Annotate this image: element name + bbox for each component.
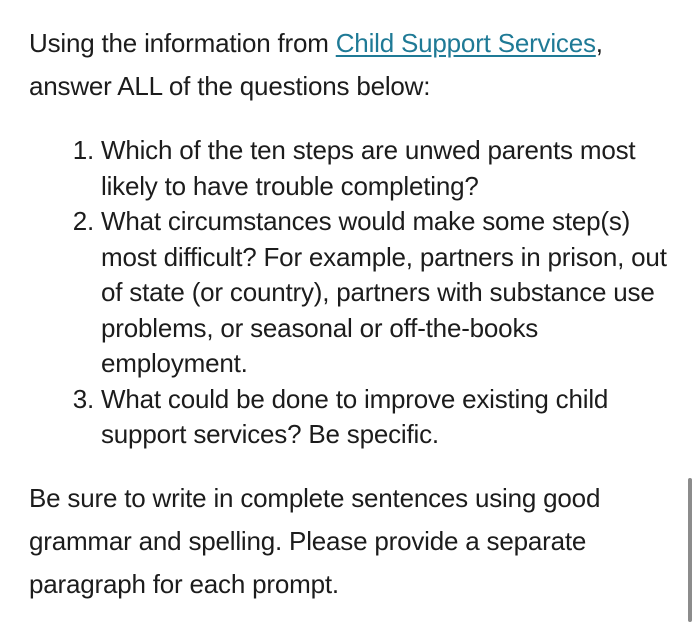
question-item: 2. What circumstances would make some step(s) most difficult? For example, partners in prison, out of state (or country), partners with substance use problems, or seasonal or off-the-books employment. bbox=[101, 204, 669, 382]
intro-paragraph bbox=[29, 22, 669, 108]
assignment-content bbox=[29, 22, 669, 606]
intro-prefix: Using the information from bbox=[29, 28, 336, 58]
vertical-scrollbar[interactable] bbox=[688, 478, 692, 622]
question-item: 1. Which of the ten steps are unwed parents most likely to have trouble completing? bbox=[101, 133, 669, 204]
intro-suffix: , answer ALL of the questions below: bbox=[29, 28, 603, 101]
questions-list bbox=[29, 133, 669, 453]
closing-paragraph: Be sure to write in complete sentences using good grammar and spelling. Please provide a separate paragraph for each prompt. bbox=[29, 482, 601, 599]
child-support-services-link[interactable]: Child Support Services bbox=[335, 28, 596, 58]
question-item: 3. What could be done to improve existing child support services? Be specific. bbox=[101, 382, 669, 453]
